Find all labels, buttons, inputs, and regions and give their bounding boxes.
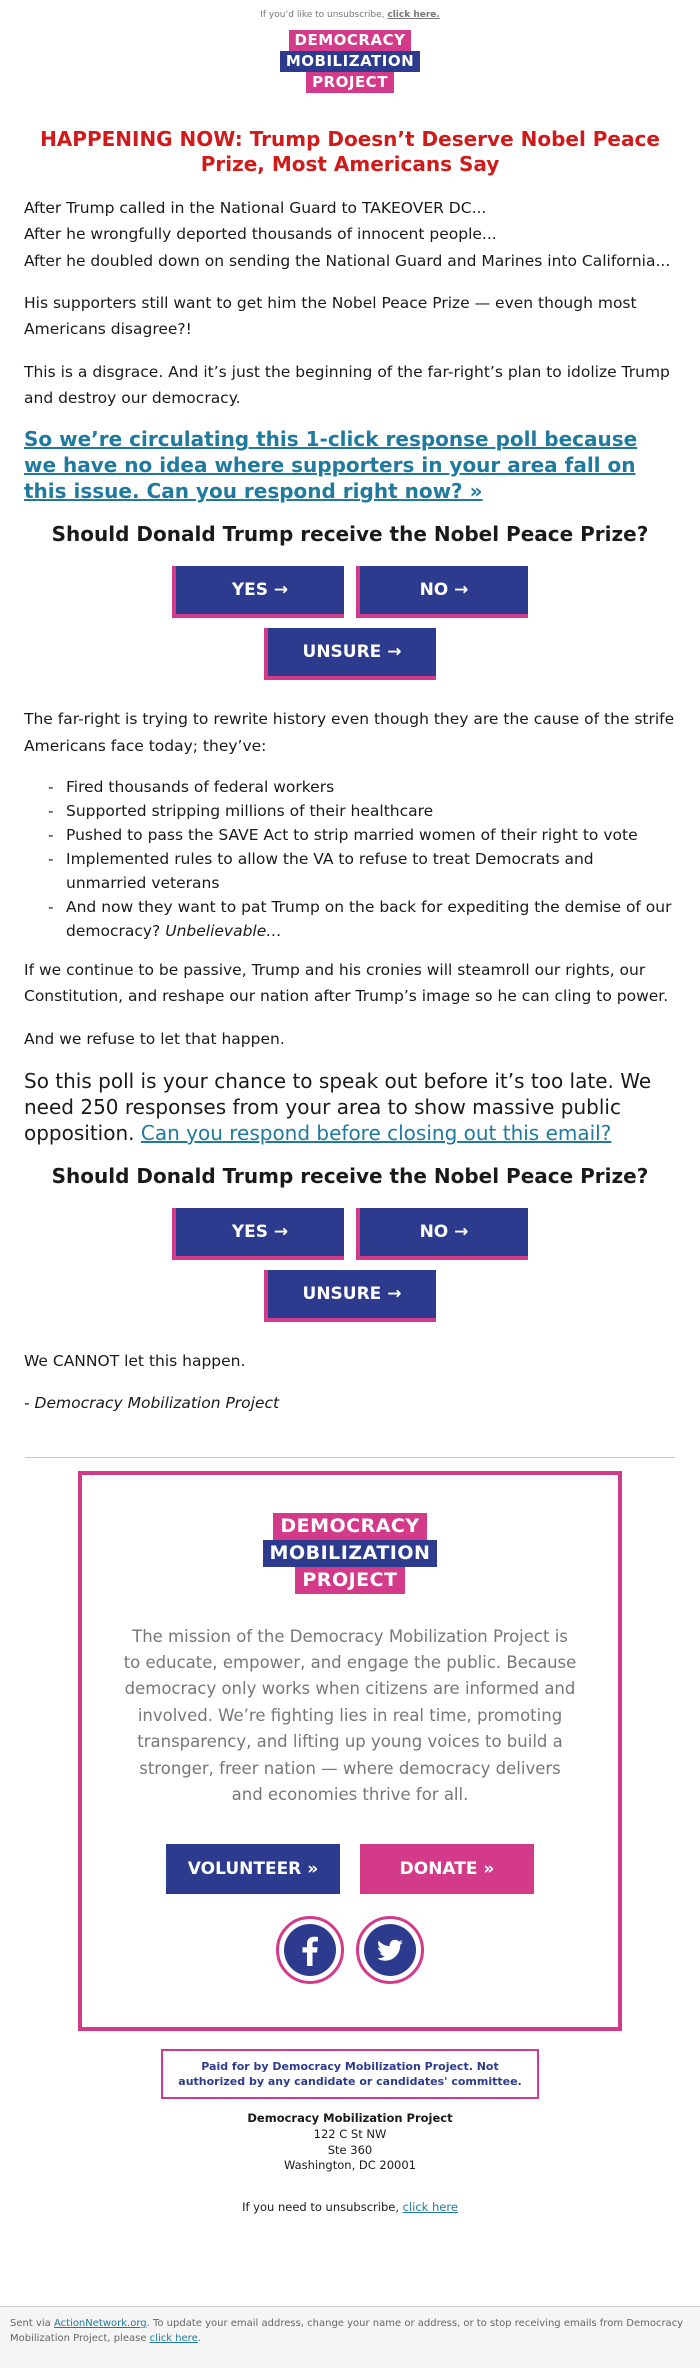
sent-via-bar [0, 2306, 700, 2368]
address-city: Washington, DC 20001 [283, 2158, 416, 2173]
intro-line-2: After he wrongfully deported thousands of innocent people... [24, 225, 497, 244]
poll-buttons-2 [10, 1208, 690, 1322]
yes-button[interactable]: YES → [172, 566, 344, 618]
top-unsubscribe-text: If you’d like to unsubscribe, [260, 10, 385, 20]
intro-paragraph-3: This is a disgrace. And it’s just the beginning of the far-right’s plan to idolize Trump and destroy our democracy. [24, 362, 670, 408]
unsure-button[interactable]: UNSURE → [264, 628, 436, 680]
top-unsubscribe-link[interactable]: click here. [387, 10, 440, 20]
address-org: Democracy Mobilization Project [247, 2111, 453, 2126]
paid-for-disclaimer: Paid for by Democracy Mobilization Project. Not authorized by any candidate or candidates' committee. [161, 2049, 539, 2100]
no-button[interactable]: NO → [356, 566, 528, 618]
mission-statement: The mission of the Democracy Mobilization Project is to educate, empower, and engage the public. Because democracy only works when citizens are informed and involved. We’re fighting lies in real time, promoting transparency, and lifting up young voices to build a stronger, freer nation — where democracy delivers and economies thrive for all. [123, 1626, 577, 1805]
bottom-unsubscribe-link[interactable]: click here [402, 2199, 458, 2214]
poll-buttons-row-2 [172, 1208, 528, 1260]
intro-lines [24, 195, 676, 274]
headline: HAPPENING NOW: Trump Doesn’t Deserve Nobel Peace Prize, Most Americans Say [40, 127, 660, 176]
respond-link[interactable]: Can you respond before closing out this email? [140, 1121, 612, 1146]
intro-line-3: After he doubled down on sending the National Guard and Marines into California... [24, 251, 671, 270]
intro-body [10, 195, 690, 411]
main-body [10, 706, 690, 1052]
list-item: - Fired thousands of federal workers [48, 775, 676, 799]
far-right-list [24, 775, 676, 943]
poll-chance-body: So this poll is your chance to speak out before it’s too late. We need 250 responses from your area to show massive public opposition. [24, 1069, 652, 1146]
header-logo [10, 30, 690, 93]
sent-via-prefix: Sent via [10, 2318, 51, 2329]
address-street: 122 C St NW [313, 2127, 387, 2141]
poll-question-1: Should Donald Trump receive the Nobel Peace Prize? [51, 522, 649, 547]
social-links [112, 1916, 588, 1984]
intro-line-1: After Trump called in the National Guard to TAKEOVER DC... [24, 199, 487, 217]
facebook-icon[interactable] [276, 1916, 344, 1984]
logo-line-mobilization: MOBILIZATION [280, 51, 420, 72]
poll-cta-link[interactable]: So we’re circulating this 1-click response poll because we have no idea where supporters in your area fall on this issue. Can you respond right now? » [24, 427, 638, 503]
logo-line-project: PROJECT [295, 1567, 404, 1594]
logo-line-democracy: DEMOCRACY [289, 30, 412, 51]
list-item: - Supported stripping millions of their healthcare [48, 799, 676, 823]
list-item-text: And now they want to pat Trump on the back for expediting the demise of our democracy? [66, 897, 672, 940]
signature [24, 1390, 676, 1416]
footer-logo [112, 1513, 588, 1594]
far-right-intro: The far-right is trying to rewrite history even though they are the cause of the strife Americans face today; they’ve: [24, 710, 675, 755]
poll-question-2: Should Donald Trump receive the Nobel Peace Prize? [51, 1164, 649, 1189]
intro-paragraph-2: His supporters still want to get him the Nobel Peace Prize — even though most Americans disagree?! [24, 294, 637, 339]
mailing-address [10, 2111, 690, 2173]
poll-buttons-row-1 [172, 566, 528, 618]
manage-preferences-link[interactable]: click here [149, 2332, 198, 2344]
closing-line: We CANNOT let this happen. [24, 1352, 246, 1371]
list-item: - Pushed to pass the SAVE Act to strip married women of their right to vote [48, 823, 676, 847]
list-item: - Implemented rules to allow the VA to refuse to treat Democrats and unmarried veterans [48, 847, 676, 895]
sent-via-end: . [197, 2332, 201, 2344]
top-unsubscribe-notice [10, 0, 690, 24]
sent-via-middle: . To update your email address, change your name or address, or to stop receiving emails from Democracy Mobilization Project, please [10, 2318, 684, 2344]
refuse-paragraph: And we refuse to let that happen. [24, 1029, 285, 1048]
logo-line-democracy: DEMOCRACY [273, 1513, 426, 1540]
volunteer-button[interactable]: VOLUNTEER » [166, 1844, 340, 1894]
no-button[interactable]: NO → [356, 1208, 528, 1260]
logo-line-project: PROJECT [306, 72, 394, 93]
logo-line-mobilization: MOBILIZATION [263, 1540, 438, 1567]
actionnetwork-link[interactable]: ActionNetwork.org [53, 2318, 147, 2329]
footer-box [78, 1471, 622, 2031]
donate-button[interactable]: DONATE » [360, 1844, 534, 1894]
list-item [48, 895, 676, 943]
bottom-unsubscribe-notice [10, 2200, 690, 2214]
footer-buttons [112, 1844, 588, 1894]
closing [10, 1348, 690, 1417]
footer-divider [25, 1457, 675, 1458]
list-item-emphasis: Unbelievable… [165, 921, 282, 940]
yes-button[interactable]: YES → [172, 1208, 344, 1260]
poll-chance-text [10, 1068, 690, 1146]
bottom-unsubscribe-text: If you need to unsubscribe, [242, 2199, 399, 2214]
signature-text: - Democracy Mobilization Project [24, 1394, 280, 1413]
unsure-button[interactable]: UNSURE → [264, 1270, 436, 1322]
passive-paragraph: If we continue to be passive, Trump and his cronies will steamroll our rights, our Constitution, and reshape our nation after Trump’s image so he can cling to power. [24, 960, 669, 1006]
twitter-icon[interactable] [356, 1916, 424, 1984]
address-suite: Ste 360 [327, 2142, 373, 2157]
poll-buttons-1 [10, 566, 690, 680]
